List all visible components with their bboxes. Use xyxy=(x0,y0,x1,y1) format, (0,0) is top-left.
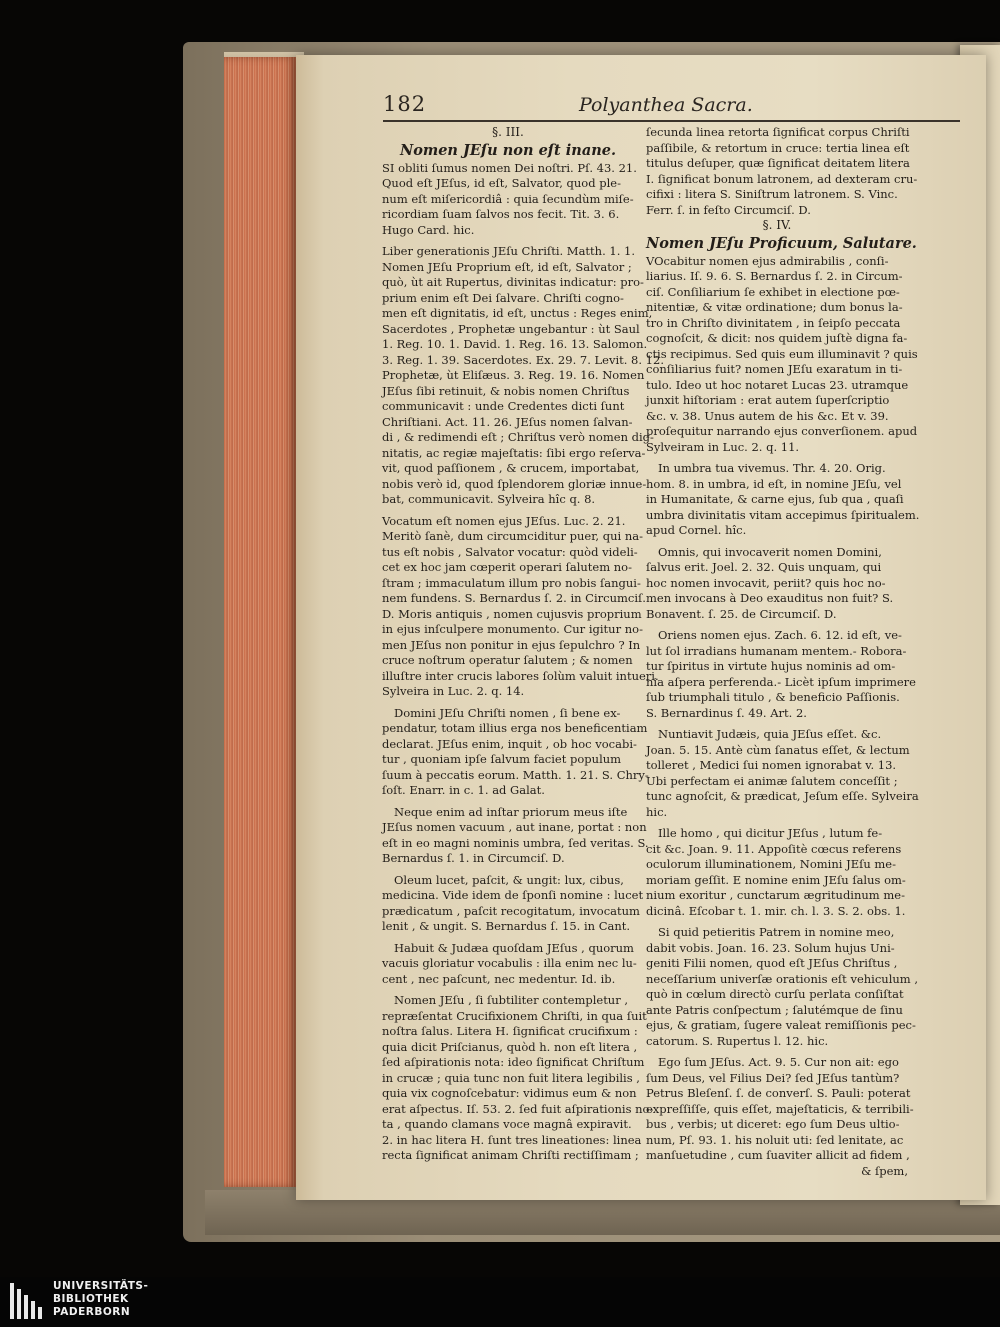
text-line: umbra divinitatis vitam accepimus ſpiritualem. xyxy=(646,507,920,522)
text-line: Prophetæ, ùt Eliſæus. 3. Reg. 19. 16. Nomen xyxy=(382,368,645,382)
section-title: Nomen JEſu non eſt inane. xyxy=(399,141,617,159)
text-line: tunc agnoſcit, & prædicat, Jeſum eſſe. Sylveira xyxy=(646,789,919,803)
text-line: cit &c. Joan. 9. 11. Appoſitè cœcus referens xyxy=(646,841,902,856)
text-line: lut ſol irradians humanam mentem.- Robora- xyxy=(646,643,907,658)
text-line: lenit , & ungit. S. Bernardus ſ. 15. in Cant. xyxy=(382,919,631,933)
text-line: cognoſcit, & dicit: nos quidem juſtè digna fa- xyxy=(646,331,908,345)
text-line: moriam geſſit. E nomine enim JEſu ſalus om- xyxy=(646,872,906,887)
text-line: pendatur, totam illius erga nos beneficentiam xyxy=(382,721,648,735)
text-line: junxit hiſtoriam : erat autem ſuperſcriptio xyxy=(646,393,890,407)
text-line: tur ſpiritus in virtute hujus nominis ad om- xyxy=(646,659,896,673)
text-line: ſub triumphali titulo , & beneficio Paſſionis. xyxy=(646,690,900,704)
text-line: Habuit & Judæa quoſdam JEſus , quorum xyxy=(394,940,634,955)
text-line: SI obliti ſumus nomen Dei noſtri. Pſ. 43. 21. xyxy=(382,160,637,175)
text-line: ejus, & gratiam, ſugere valeat remiſſionis pec- xyxy=(646,1018,916,1032)
text-line: ctis recipimus. Sed quis eum illuminavit ? quis xyxy=(646,346,918,361)
text-line: ricordiam ſuam ſalvos nos fecit. Tit. 3. 6. xyxy=(382,207,620,221)
text-line: D. Moris antiquis , nomen cujusvis proprium xyxy=(382,606,642,621)
text-line: men eſt dignitatis, id eſt, unctus : Reges enim, xyxy=(382,306,653,320)
text-line: cifixi : litera S. Siniſtrum latronem. S. Vinc. xyxy=(646,187,898,201)
text-line: eſt in eo magni nominis umbra, ſed veritas. S. xyxy=(382,835,649,850)
text-line: cet ex hoc jam cœperit operari ſalutem no- xyxy=(382,560,632,574)
text-line: Ubi perfectam ei animæ ſalutem conceſſit ; xyxy=(646,773,898,788)
text-line: in ejus inſculpere monumento. Cur igitur no- xyxy=(382,622,643,636)
text-line: nobis verò id, quod ſplendorem gloriæ innue- xyxy=(382,476,647,491)
text-line: & ſpem, xyxy=(861,1163,908,1178)
text-line: Quod eſt JEſus, id eſt, Salvator, quod ple- xyxy=(382,176,621,190)
text-line: nium exoritur , cunctarum ægritudinum me- xyxy=(646,888,905,902)
text-line: num eſt miſericordiâ : quia ſecundùm miſe- xyxy=(382,191,634,206)
text-line: Chriſtiani. Act. 11. 26. JEſus nomen ſalvan- xyxy=(382,414,633,429)
text-line: hic. xyxy=(646,804,668,819)
text-line: manſuetudine , cum ſuaviter allicit ad fidem , xyxy=(646,1148,910,1162)
text-line: hom. 8. in umbra, id eſt, in nomine JEſu, vel xyxy=(646,476,902,491)
text-line: apud Cornel. hîc. xyxy=(646,523,747,537)
text-line: ciſ. Conſiliarium ſe exhibet in electione pœ- xyxy=(646,284,900,299)
text-line: in Humanitate, & carne ejus, ſub qua , quaſi xyxy=(646,492,904,506)
text-line: vit, quod paſſionem , & crucem, importabat, xyxy=(382,461,640,475)
text-line: Neque enim ad inſtar priorum meus iſte xyxy=(394,804,628,819)
text-line: erat aſpectus. Iſ. 53. 2. ſed fuit aſpirationis no- xyxy=(382,1101,654,1116)
text-line: bat, communicavit. Sylveira hîc q. 8. xyxy=(382,492,596,506)
text-line: nitatis, ac regiæ majeſtatis: ſibi ergo reſerva- xyxy=(382,445,646,460)
text-line: ſalvus erit. Joel. 2. 32. Quis unquam, qui xyxy=(646,560,882,574)
library-logo-text xyxy=(53,1280,148,1319)
text-line: Ego ſum JEſus. Act. 9. 5. Cur non ait: ego xyxy=(658,1055,899,1069)
text-line: Nomen JEſu , ſi ſubtiliter contempletur , xyxy=(394,993,629,1007)
text-line: proſequitur narrando ejus converſionem. apud xyxy=(646,424,918,438)
logo-line-3: PADERBORN xyxy=(53,1306,131,1318)
text-line: quò, ùt ait Rupertus, divinitas indicatur: pro- xyxy=(382,275,644,289)
text-line: &c. v. 38. Unus autem de his &c. Et v. 39. xyxy=(646,408,889,423)
text-line: ſecunda linea retorta ſignificat corpus Chriſti xyxy=(646,125,910,139)
text-line: In umbra tua vivemus. Thr. 4. 20. Orig. xyxy=(658,461,886,475)
text-line: ſtram ; immaculatum illum pro nobis ſangui- xyxy=(382,575,641,590)
text-line: quia vix cognoſcebatur: vidimus eum & non xyxy=(382,1086,637,1100)
section-number: §. IV. xyxy=(762,218,792,232)
left-text-column xyxy=(382,125,664,1164)
text-line: Joan. 5. 15. Antè cùm ſanatus eſſet, & lectum xyxy=(646,742,910,757)
text-line: Domini JEſu Chriſti nomen , ſi bene ex- xyxy=(394,705,621,720)
text-line: conſiliarius fuit? nomen JEſu exaratum in ti- xyxy=(646,362,903,376)
text-line: in crucæ ; quia tunc non fuit litera legibilis , xyxy=(382,1070,640,1085)
text-line: illuſtre inter crucis labores ſolùm valuit intueri. xyxy=(382,668,659,683)
text-line: Nuntiavit Judæis, quia JEſus eſſet. &c. xyxy=(658,727,882,741)
text-line: Nomen JEſu Proprium eſt, id eſt, Salvator ; xyxy=(382,259,632,274)
text-line: dicinâ. Eſcobar t. 1. mir. ch. l. 3. S. 2. obs. 1. xyxy=(646,903,906,918)
section-number: §. III. xyxy=(492,125,524,139)
text-line: Oleum lucet, paſcit, & ungit: lux, cibus, xyxy=(394,872,624,887)
text-line: liarius. Iſ. 9. 6. S. Bernardus ſ. 2. in Circum- xyxy=(646,269,903,283)
text-line: nitentiæ, & vitæ ordinatione; dum bonus la- xyxy=(646,300,903,314)
text-line: Vocatum eſt nomen ejus JEſus. Luc. 2. 21. xyxy=(382,513,626,528)
text-line: Sacerdotes , Prophetæ ungebantur : ùt Saul xyxy=(382,321,640,336)
page-number: 182 xyxy=(383,92,427,116)
text-line: JEſus nomen vacuum , aut inane, portat : non xyxy=(382,820,647,834)
text-line: ſed aſpirationis nota: ideo ſignificat Chriſtum xyxy=(382,1055,645,1069)
text-line: Omnis, qui invocaverit nomen Domini, xyxy=(658,544,882,559)
text-line: prium enim eſt Dei ſalvare. Chriſti cogno- xyxy=(382,290,624,305)
text-line: Sylveiram in Luc. 2. q. 11. xyxy=(646,439,800,454)
text-line: repræſentat Crucifixionem Chriſti, in qua ſuit xyxy=(382,1008,647,1023)
text-line: tolleret , Medici ſui nomen ignorabat v. 13. xyxy=(646,758,897,772)
text-line: nem fundens. S. Bernardus ſ. 2. in Circumciſ. xyxy=(382,591,646,605)
text-line: quò in cœlum directò curſu perlata conſiſtat xyxy=(646,987,904,1001)
text-line: tro in Chriſto divinitatem , in ſeipſo peccata xyxy=(646,315,901,330)
text-line: Petrus Bleſenſ. ſ. de converſ. S. Pauli: poterat xyxy=(646,1086,911,1100)
text-line: tur , quoniam ipſe ſalvum faciet populum xyxy=(382,752,622,766)
text-line: di , & redimendi eſt ; Chriſtus verò nomen dig- xyxy=(382,430,654,444)
text-line: paſſibile, & retortum in cruce: tertia linea eſt xyxy=(646,140,910,155)
text-line: hoc nomen invocavit, periit? quis hoc no- xyxy=(646,575,886,590)
page-header xyxy=(383,92,958,122)
text-line: geniti Filii nomen, quod eſt JEſus Chriſtus , xyxy=(646,956,898,970)
text-line: Sylveira in Luc. 2. q. 14. xyxy=(382,684,525,698)
text-line: oculorum illuminationem, Nomini JEſu me- xyxy=(646,857,897,871)
red-page-edges xyxy=(224,57,298,1187)
text-line: Si quid petieritis Patrem in nomine meo, xyxy=(658,925,895,939)
text-line: Hugo Card. hic. xyxy=(382,222,475,237)
text-line: 1. Reg. 10. 1. David. 1. Reg. 16. 13. Salomon. xyxy=(382,337,648,351)
text-line: ſum Deus, vel Filius Dei? ſed JEſus tantùm? xyxy=(646,1070,900,1085)
running-title: Polyanthea Sacra. xyxy=(579,94,753,116)
text-line: dabit vobis. Joan. 16. 23. Solum hujus Uni- xyxy=(646,940,895,955)
text-line: medicina. Vide idem de ſponſi nomine : lucet xyxy=(382,888,644,902)
text-line: men JEſus non ponitur in ejus ſepulchro ? In xyxy=(382,637,641,652)
text-line: Ferr. ſ. in feſto Circumciſ. D. xyxy=(646,202,811,217)
text-line: declarat. JEſus enim, inquit , ob hoc vocabi- xyxy=(382,736,637,751)
text-line: nia aſpera perferenda.- Licèt ipſum imprimere xyxy=(646,674,916,689)
text-line: neceſſarium univerſæ orationis eſt vehiculum , xyxy=(646,971,918,986)
text-line: tulo. Ideo ut hoc notaret Lucas 23. utramque xyxy=(646,377,909,392)
logo-line-1: UNIVERSITÄTS- xyxy=(53,1280,149,1292)
text-line: recta ſignificat animam Chriſti rectiſſimam ; xyxy=(382,1148,639,1162)
text-line: Bonavent. ſ. 25. de Circumciſ. D. xyxy=(646,606,837,621)
text-line: vacuis gloriatur vocabulis : illa enim nec lu- xyxy=(382,956,637,970)
library-logo-icon xyxy=(10,1283,46,1319)
text-line: prædicatum , paſcit recogitatum, invocatum xyxy=(382,903,640,918)
text-line: titulus deſuper, quæ ſignificat deitatem litera xyxy=(646,156,910,170)
text-line: cent , nec paſcunt, nec medentur. Id. ib. xyxy=(382,971,616,986)
text-line: Oriens nomen ejus. Zach. 6. 12. id eſt, ve- xyxy=(658,628,902,642)
text-line: Meritò ſanè, dum circumciditur puer, qui na- xyxy=(382,529,643,543)
text-line: Bernardus ſ. 1. in Circumciſ. D. xyxy=(382,851,565,865)
text-line: S. Bernardinus ſ. 49. Art. 2. xyxy=(646,705,807,720)
text-line: bus , verbis; ut diceret: ego ſum Deus ultio- xyxy=(646,1117,900,1131)
library-logo xyxy=(0,1277,1000,1327)
text-line: 3. Reg. 1. 39. Sacerdotes. Ex. 29. 7. Levit. 8. 12. xyxy=(382,352,664,367)
text-line: men invocans à Deo exauditus non fuit? S. xyxy=(646,591,894,605)
text-line: noſtra ſalus. Litera H. ſignificat crucifixum : xyxy=(382,1024,638,1038)
logo-line-2: BIBLIOTHEK xyxy=(53,1293,129,1305)
text-line: quia dicit Priſcianus, quòd h. non eſt litera , xyxy=(382,1039,638,1054)
text-line: ſoſt. Enarr. in c. 1. ad Galat. xyxy=(382,783,545,797)
text-line: expreſſiſſe, quis eſſet, majeſtaticis, & terribili- xyxy=(646,1101,914,1116)
text-line: Ille homo , qui dicitur JEſus , lutum fe- xyxy=(658,826,883,840)
right-text-column xyxy=(646,125,920,1179)
text-line: 2. in hac litera H. ſunt tres lineationes: linea xyxy=(382,1132,642,1147)
text-line: VOcabitur nomen ejus admirabilis , conſi- xyxy=(646,253,889,268)
text-line: ante Patris conſpectum ; ſalutémque de ſinu xyxy=(646,1002,903,1017)
text-line: JEſus ſibi retinuit, & nobis nomen Chriſtus xyxy=(382,383,630,398)
text-line: ta , quando clamans voce magnâ expiravit. xyxy=(382,1117,632,1131)
text-line: communicavit : unde Credentes dicti ſunt xyxy=(382,399,625,413)
header-rule xyxy=(383,120,960,122)
text-line: ſuum à peccatis eorum. Matth. 1. 21. S. Chry- xyxy=(382,767,649,782)
text-line: catorum. S. Rupertus l. 12. hic. xyxy=(646,1033,829,1048)
text-line: cruce noſtrum operatur ſalutem ; & nomen xyxy=(382,653,633,667)
text-line: I. ſignificat bonum latronem, ad dexteram cru- xyxy=(646,171,918,186)
text-line: Liber generationis JEſu Chriſti. Matth. 1. 1. xyxy=(382,244,635,258)
text-line: num, Pſ. 93. 1. his noluit uti: ſed lenitate, ac xyxy=(646,1132,904,1147)
text-line: tus eſt nobis , Salvator vocatur: quòd videli- xyxy=(382,544,638,559)
section-title: Nomen JEſu Proficuum, Salutare. xyxy=(646,234,917,252)
